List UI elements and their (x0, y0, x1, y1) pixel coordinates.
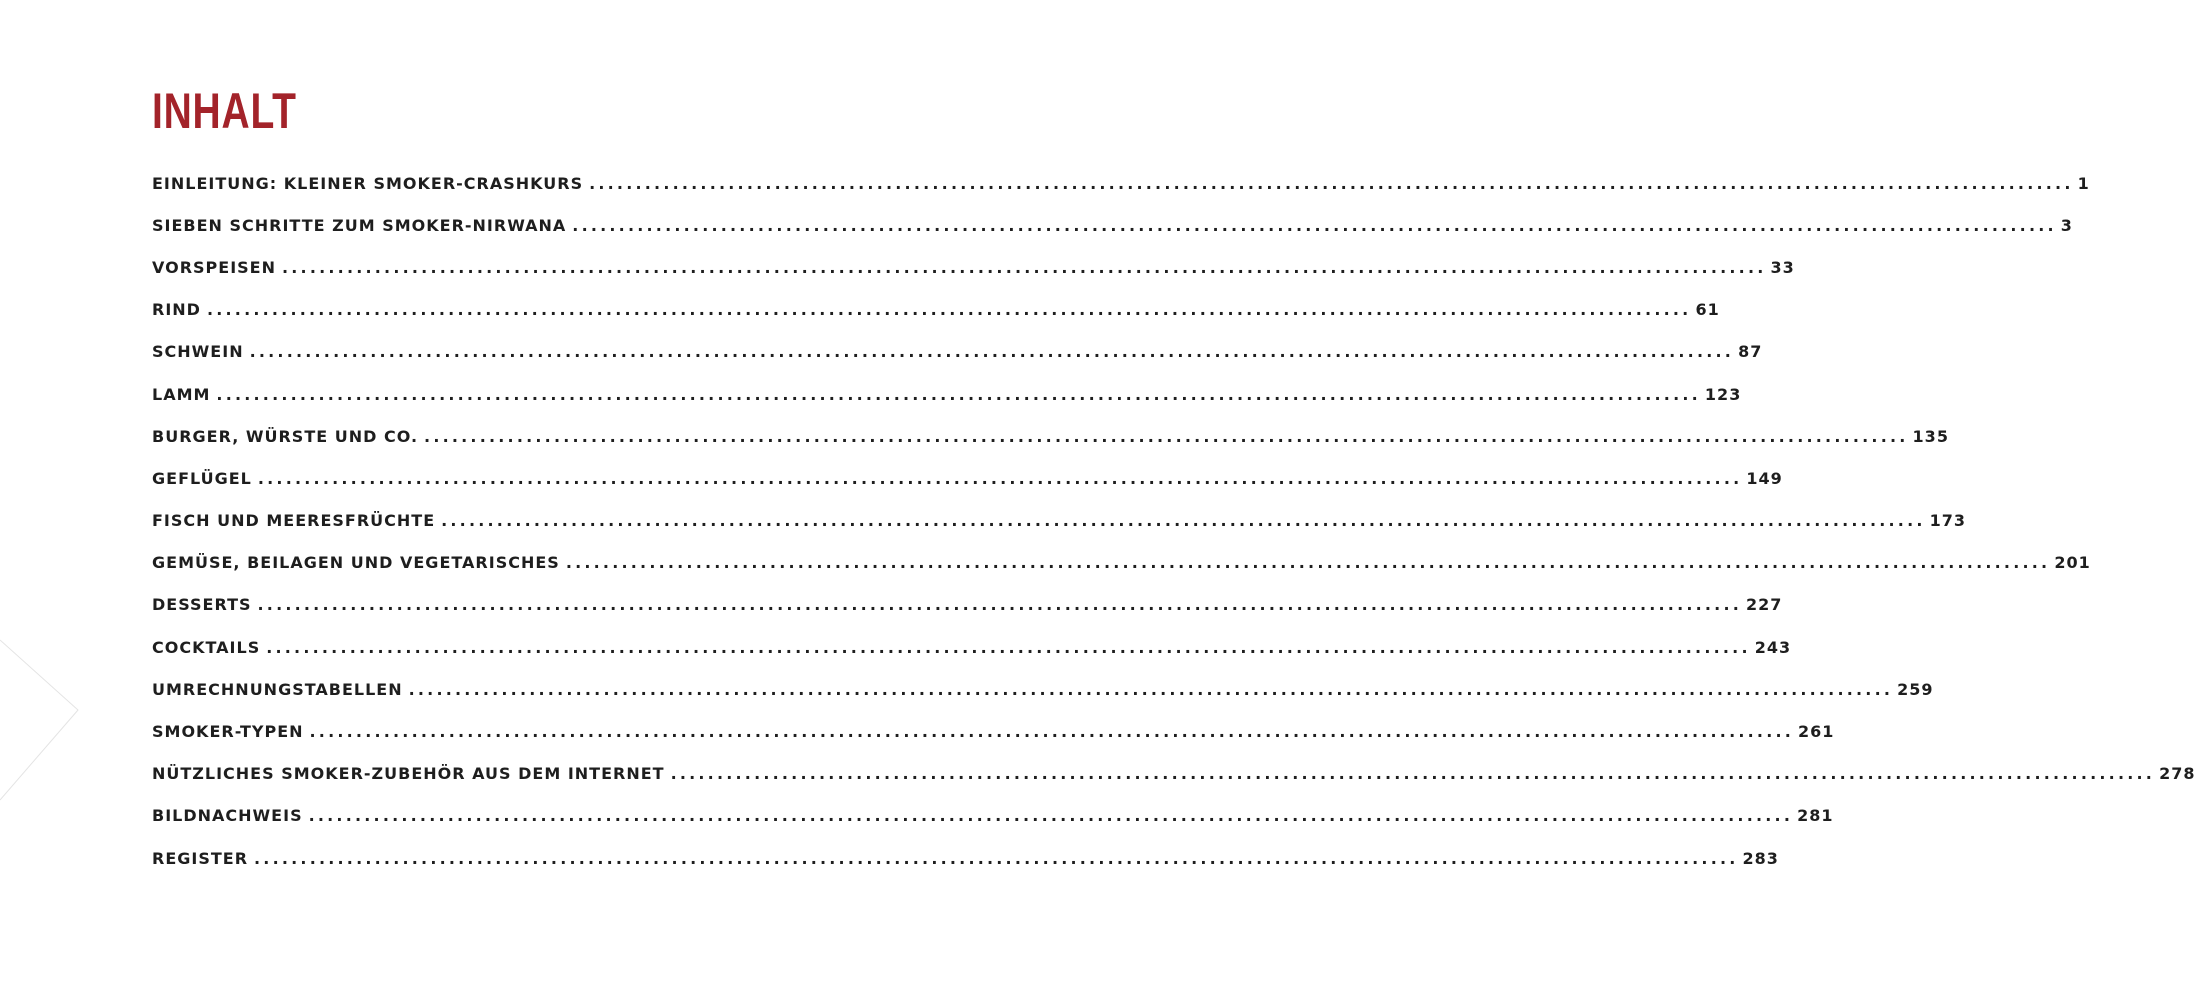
toc-entry[interactable] (152, 331, 1763, 373)
toc-entry-title: SCHWEIN (152, 342, 244, 362)
toc-entry[interactable] (152, 457, 1783, 499)
toc-dot-leader: ................................................................................................................................................................ (308, 806, 1794, 826)
toc-dot-leader: ................................................................................................................................................................ (257, 595, 1743, 615)
toc-dot-leader: ................................................................................................................................................................ (282, 257, 1767, 277)
toc-entry-title: GEMÜSE, BEILAGEN UND VEGETARISCHES (152, 553, 560, 573)
toc-entry-page: 33 (1770, 257, 1795, 277)
corner-fold-mark (0, 640, 80, 800)
toc-entry-page: 281 (1797, 806, 1834, 826)
toc-entry[interactable] (152, 710, 1835, 752)
toc-entry-page: 283 (1742, 848, 1779, 868)
toc-dot-leader: ................................................................................................................................................................ (565, 553, 2051, 573)
toc-entry-title: FISCH UND MEERESFRÜCHTE (152, 511, 436, 531)
toc-entry[interactable] (152, 162, 2090, 204)
toc-entry[interactable] (152, 500, 1967, 542)
toc-entry-title: GEFLÜGEL (152, 468, 252, 488)
toc-entry-title: EINLEITUNG: KLEINER SMOKER-CRASHKURS (152, 173, 584, 193)
toc-entry[interactable] (152, 584, 1783, 626)
toc-entry[interactable] (152, 415, 1949, 457)
toc-dot-leader: ................................................................................................................................................................ (206, 300, 1692, 320)
toc-entry[interactable] (152, 289, 1720, 331)
toc-entry-page: 278 (2159, 764, 2195, 784)
toc-entry-page: 123 (1704, 384, 1742, 404)
toc-entry-title: BURGER, WÜRSTE UND CO. (152, 426, 419, 446)
toc-entry-title: BILDNACHWEIS (152, 806, 303, 826)
toc-entry[interactable] (152, 795, 1834, 837)
toc-dot-leader: ................................................................................................................................................................ (249, 342, 1735, 362)
toc-entry-title: UMRECHNUNGSTABELLEN (152, 679, 403, 699)
toc-dot-leader: ................................................................................................................................................................ (424, 426, 1909, 446)
toc-entry-title: NÜTZLICHES SMOKER-ZUBEHÖR AUS DEM INTERNET (152, 764, 665, 784)
toc-entry-page: 3 (2060, 215, 2073, 235)
toc-entry[interactable] (152, 204, 2073, 246)
toc-entry[interactable] (152, 837, 1779, 879)
toc-dot-leader: ................................................................................................................................................................ (266, 637, 1751, 657)
toc-entry-page: 259 (1897, 679, 1934, 699)
toc-entry-title: COCKTAILS (152, 637, 261, 657)
toc-dot-leader: ................................................................................................................................................................ (254, 848, 1739, 868)
toc-entry[interactable] (152, 668, 1934, 710)
toc-entry-title: DESSERTS (152, 595, 252, 615)
toc-entry[interactable] (152, 246, 1795, 288)
page-title: INHALT (152, 83, 297, 139)
toc-dot-leader: ................................................................................................................................................................ (216, 384, 1701, 404)
table-of-contents (152, 162, 2195, 879)
toc-dot-leader: ................................................................................................................................................................ (257, 468, 1743, 488)
toc-entry[interactable] (152, 373, 1742, 415)
toc-entry-page: 149 (1746, 468, 1783, 488)
toc-entry-page: 61 (1695, 300, 1720, 320)
toc-entry-title: SMOKER-TYPEN (152, 722, 304, 742)
toc-dot-leader: ................................................................................................................................................................ (572, 215, 2057, 235)
toc-dot-leader: ................................................................................................................................................................ (309, 722, 1795, 742)
toc-dot-leader: ................................................................................................................................................................ (670, 764, 2156, 784)
toc-entry-title: REGISTER (152, 848, 249, 868)
toc-entry-page: 87 (1738, 342, 1763, 362)
toc-dot-leader: ................................................................................................................................................................ (441, 511, 1926, 531)
toc-entry-title: RIND (152, 300, 201, 320)
toc-entry[interactable] (152, 753, 2195, 795)
toc-entry-title: VORSPEISEN (152, 257, 276, 277)
toc-entry-page: 135 (1912, 426, 1949, 446)
toc-entry-page: 261 (1798, 722, 1835, 742)
toc-dot-leader: ................................................................................................................................................................ (589, 173, 2074, 193)
toc-entry-page: 201 (2054, 553, 2091, 573)
toc-entry-title: SIEBEN SCHRITTE ZUM SMOKER-NIRWANA (152, 215, 567, 235)
toc-entry-page: 243 (1754, 637, 1792, 657)
toc-entry-page: 1 (2077, 173, 2090, 193)
toc-entry-page: 173 (1929, 511, 1967, 531)
toc-entry[interactable] (152, 542, 2091, 584)
toc-entry-page: 227 (1746, 595, 1783, 615)
toc-dot-leader: ................................................................................................................................................................ (408, 679, 1894, 699)
toc-entry-title: LAMM (152, 384, 211, 404)
toc-entry[interactable] (152, 626, 1792, 668)
